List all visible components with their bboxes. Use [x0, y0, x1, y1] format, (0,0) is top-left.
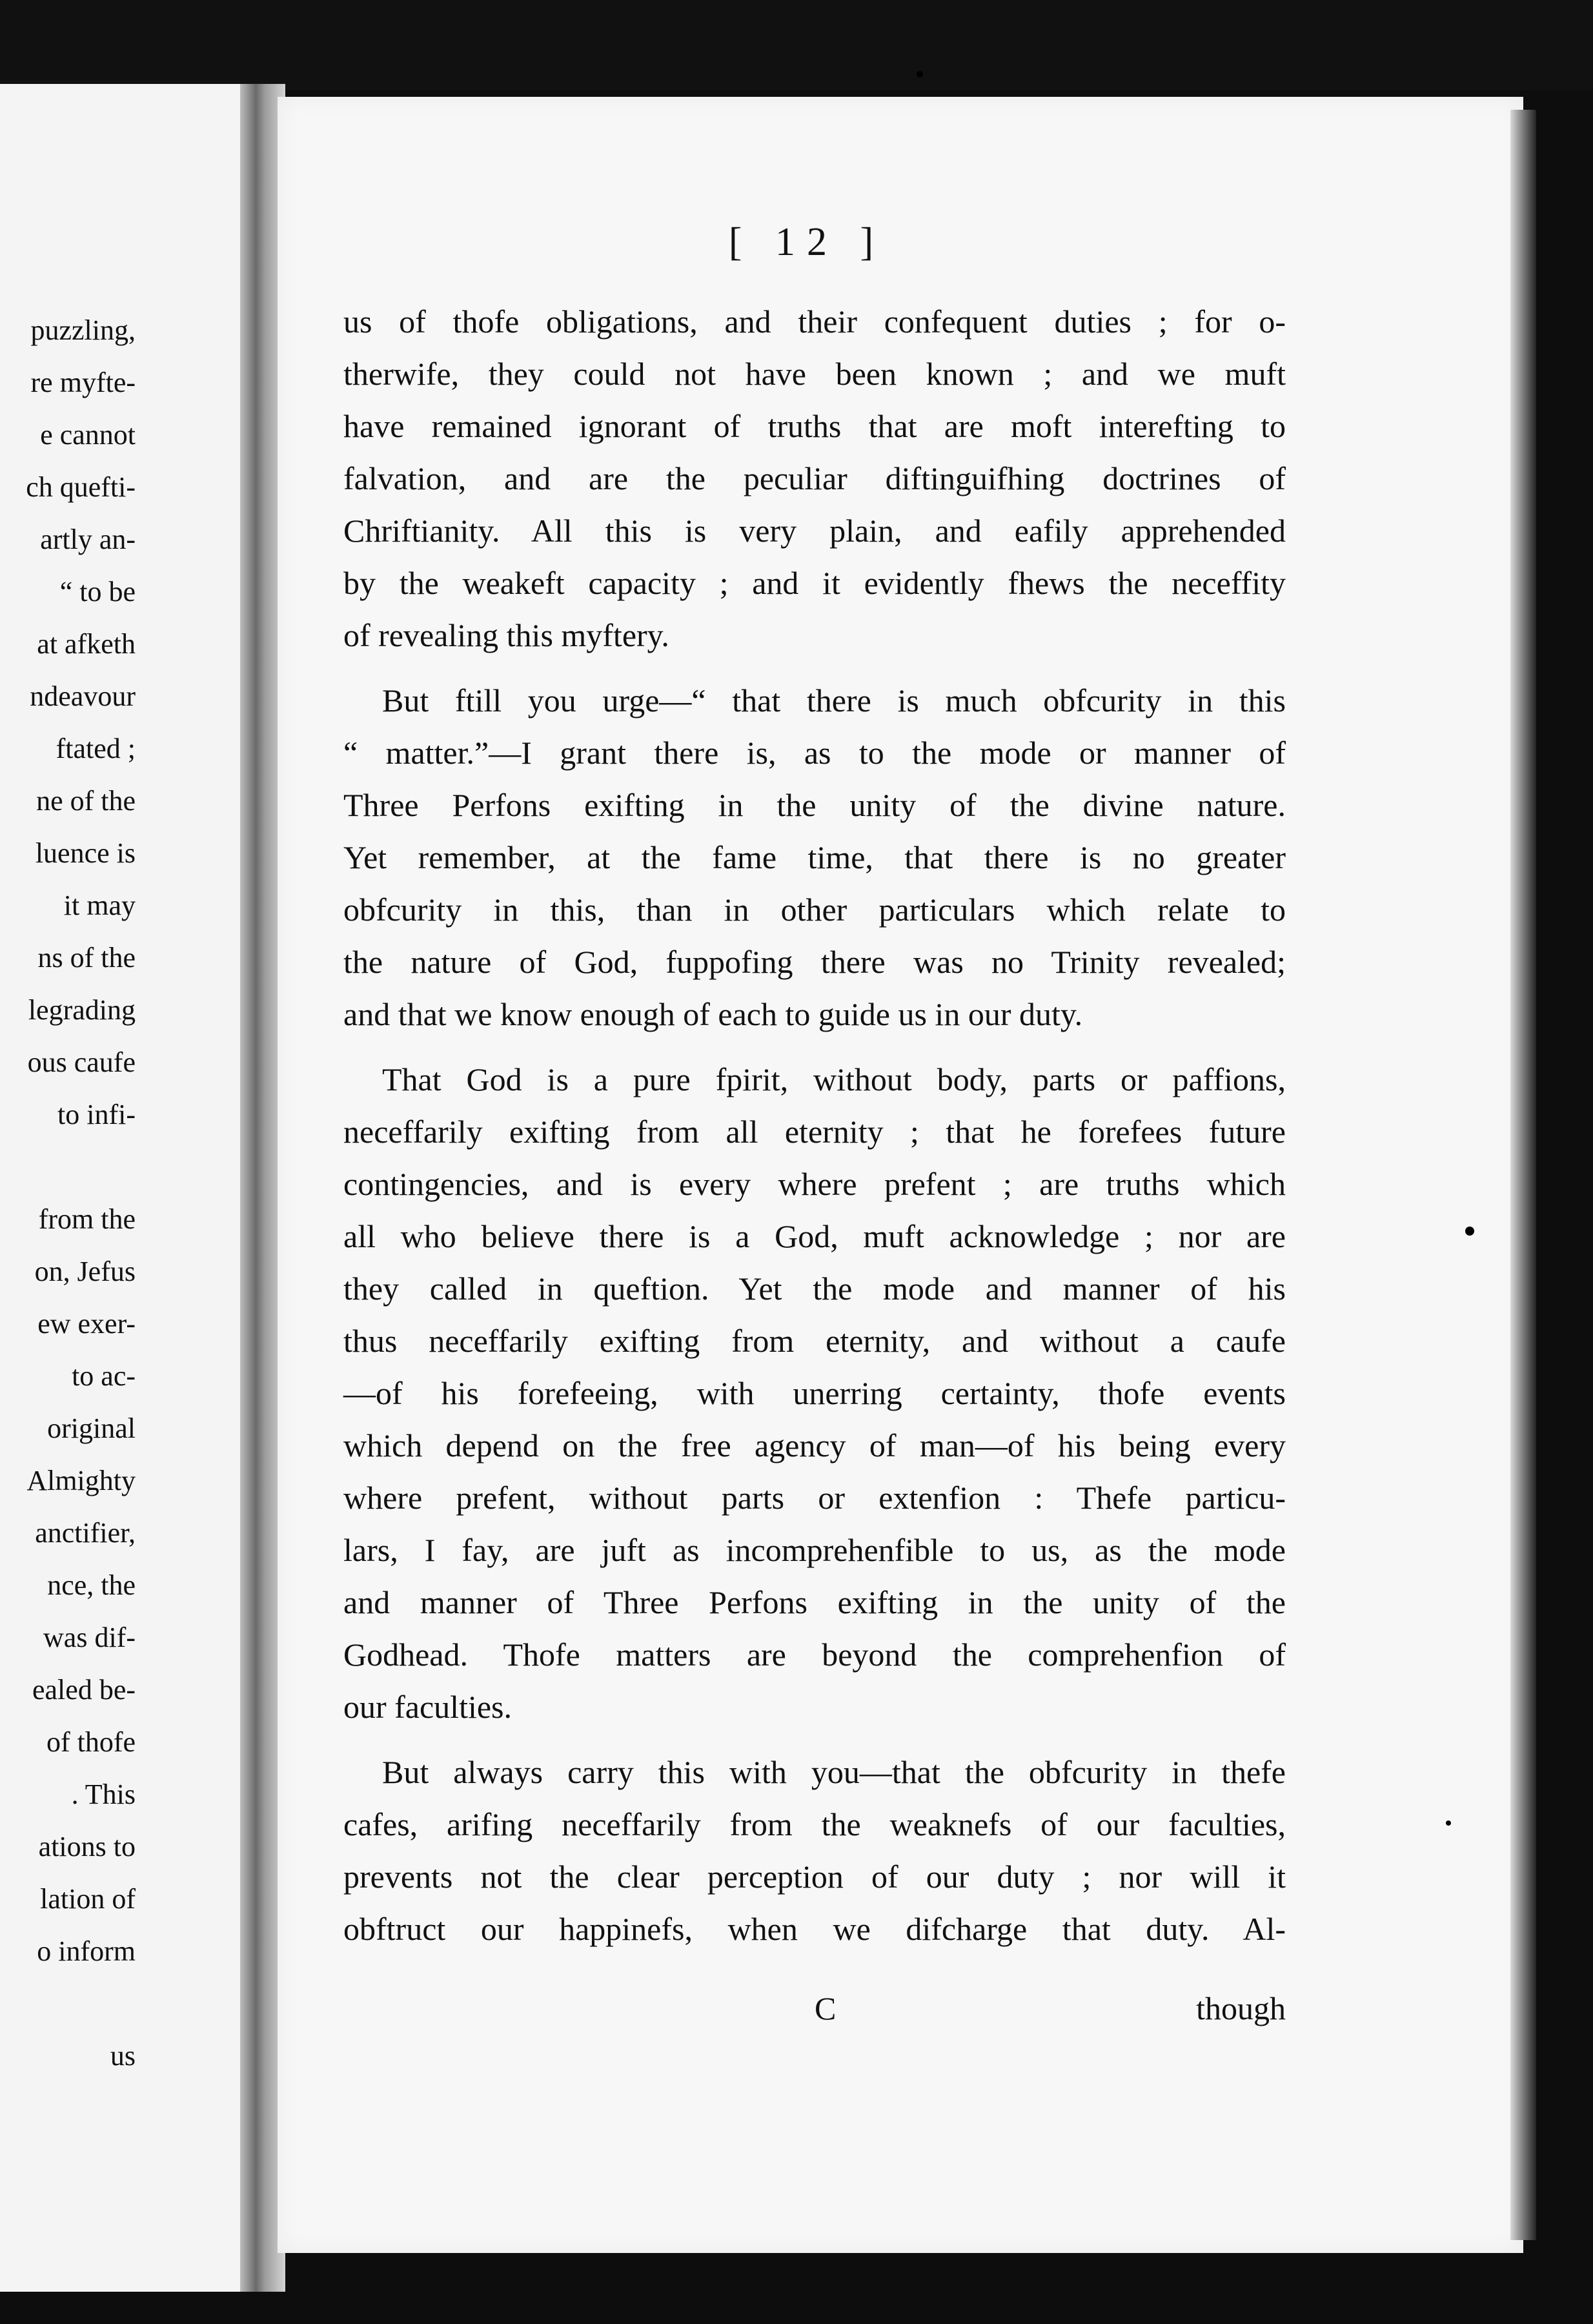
text-line: therwife, they could not have been known ; and we muft — [343, 356, 1286, 392]
left-page-line: “ to be — [59, 576, 136, 607]
left-page-line: ch quefti- — [26, 471, 136, 503]
text-line: Godhead. Thofe matters are beyond the comprehenfion of — [343, 1636, 1286, 1673]
text-line: cafes, arifing neceffarily from the weaknefs of our faculties, — [343, 1806, 1286, 1842]
page-number: [ 12 ] — [728, 220, 886, 264]
left-page-line: ealed be- — [32, 1674, 136, 1706]
text-line: us of thofe obligations, and their confequent duties ; for o- — [343, 303, 1286, 340]
text-line: —of his forefeeing, with unerring certainty, thofe events — [343, 1375, 1286, 1411]
left-page-line: ns of the — [37, 942, 136, 973]
text-line: Chriftianity. All this is very plain, and eafily apprehended — [343, 513, 1286, 549]
text-line: have remained ignorant of truths that are moft interefting to — [343, 408, 1286, 444]
text-line: That God is a pure fpirit, without body, parts or paffions, — [382, 1061, 1286, 1097]
text-line: and that we know enough of each to guide us in our duty. — [343, 996, 1083, 1032]
left-page-line: on, Jefus — [34, 1256, 136, 1287]
left-page-line: ous caufe — [27, 1046, 136, 1078]
text-line: contingencies, and is every where prefent ; are truths which — [343, 1166, 1286, 1202]
left-page-line: to infi- — [57, 1099, 136, 1130]
left-page-line: ne of the — [36, 785, 136, 817]
text-line: of revealing this myftery. — [343, 617, 669, 653]
text-line: “ matter.”—I grant there is, as to the mode or manner of — [343, 735, 1286, 771]
text-line: neceffarily exifting from all eternity ; that he forefees future — [343, 1114, 1286, 1150]
text-line: Yet remember, at the fame time, that there is no greater — [343, 839, 1286, 875]
text-line: our faculties. — [343, 1689, 512, 1725]
text-line: thus neceffarily exifting from eternity, and without a caufe — [343, 1323, 1286, 1359]
text-line: and manner of Three Perfons exifting in the unity of the — [343, 1584, 1286, 1620]
text-line: they called in queftion. Yet the mode and manner of his — [343, 1270, 1286, 1307]
left-page-line: lation of — [40, 1883, 136, 1915]
body-text — [343, 296, 1286, 1955]
left-page-line: at afketh — [37, 628, 136, 660]
left-page-line: puzzling, — [30, 314, 136, 346]
scan-speck — [917, 71, 923, 77]
text-line: Three Perfons exifting in the unity of the divine nature. — [343, 787, 1286, 823]
text-line: the nature of God, fuppofing there was no Trinity revealed; — [343, 944, 1286, 980]
left-page-line: of thofe — [46, 1726, 136, 1758]
page-edge — [1510, 110, 1536, 2240]
signature-mark: C — [815, 1990, 837, 2026]
left-page-line: re myfte- — [30, 367, 136, 398]
left-page-line: legrading — [28, 994, 136, 1026]
text-line: falvation, and are the peculiar diftinguifhing doctrines of — [343, 460, 1286, 496]
text-line: obftruct our happinefs, when we difcharge that duty. Al- — [343, 1911, 1286, 1947]
text-line: But always carry this with you—that the obfcurity in thefe — [382, 1754, 1286, 1790]
scan-background — [0, 0, 1593, 90]
left-page-line: us — [110, 2040, 136, 2072]
text-line: prevents not the clear perception of our duty ; nor will it — [343, 1859, 1286, 1895]
left-page-line: ations to — [38, 1831, 136, 1862]
text-line: lars, I fay, are juft as incomprehenfible to us, as the mode — [343, 1532, 1286, 1568]
left-page-line: artly an- — [40, 524, 136, 555]
text-line: all who believe there is a God, muft acknowledge ; nor are — [343, 1218, 1286, 1254]
left-page-line: to ac- — [72, 1360, 136, 1392]
left-page-line: from the — [38, 1203, 136, 1235]
left-page — [0, 84, 252, 2292]
left-page-line: nce, the — [47, 1569, 136, 1601]
left-page-line: anctifier, — [35, 1517, 136, 1549]
left-page-line: ndeavour — [30, 680, 136, 712]
text-line: But ftill you urge—“ that there is much obfcurity in this — [382, 682, 1286, 719]
left-page-line: was dif- — [43, 1622, 136, 1653]
left-page-line: ew exer- — [37, 1308, 136, 1340]
scan-speck — [1446, 1820, 1451, 1826]
catchword: though — [1196, 1990, 1286, 2026]
left-page-line: e cannot — [40, 419, 136, 451]
left-page-line: . This — [71, 1779, 136, 1810]
scan-speck — [1465, 1227, 1474, 1236]
left-page-line: o inform — [37, 1935, 136, 1967]
text-line: by the weakeft capacity ; and it evidently fhews the neceffity — [343, 565, 1286, 601]
text-line: which depend on the free agency of man—of his being every — [343, 1427, 1286, 1463]
text-line: where prefent, without parts or extenfion : Thefe particu- — [343, 1480, 1286, 1516]
left-page-line: it may — [63, 890, 136, 921]
page-footer — [343, 1990, 1286, 2041]
left-page-line: Almighty — [26, 1465, 136, 1496]
left-page-line: luence is — [35, 837, 136, 869]
left-page-line: ftated ; — [56, 733, 136, 764]
text-line: obfcurity in this, than in other particulars which relate to — [343, 892, 1286, 928]
left-page-line: original — [47, 1412, 136, 1444]
